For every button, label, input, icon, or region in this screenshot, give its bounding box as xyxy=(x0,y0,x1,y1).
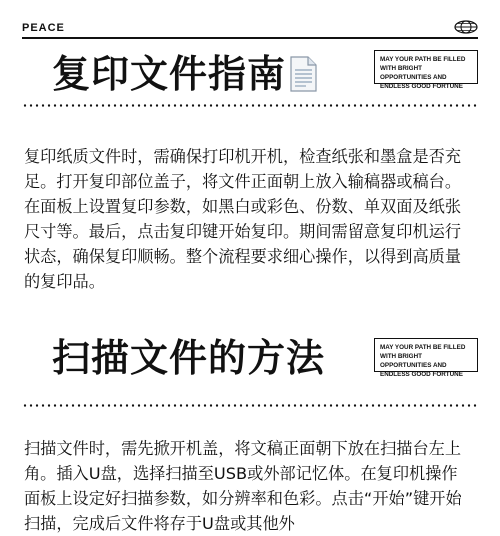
globe-icon xyxy=(454,20,478,34)
motto-box: MAY YOUR PATH BE FILLED WITH BRIGHT OPPORTUNITIES AND ENDLESS GOOD FORTUNE xyxy=(374,50,478,84)
section-header-copy xyxy=(22,50,478,100)
motto-box: MAY YOUR PATH BE FILLED WITH BRIGHT OPPORTUNITIES AND ENDLESS GOOD FORTUNE xyxy=(374,338,478,372)
section-title: 扫描文件的方法 xyxy=(52,336,326,380)
brand-label: PEACE xyxy=(22,22,65,34)
section-title: 复印文件指南 xyxy=(52,52,287,96)
section-body: 扫描文件时，需先掀开机盖，将文稿正面朝下放在扫描台左上角。插入U盘，选择扫描至USB或外部记忆体。在复印机操作面板上设定好扫描参数，如分辨率和色彩。点击“开始”键开始扫描，完成后文件将存于U盘或其他外 xyxy=(24,439,462,533)
top-divider xyxy=(22,37,478,39)
top-bar xyxy=(22,22,478,36)
document-icon xyxy=(288,56,318,92)
dotted-divider xyxy=(22,404,478,407)
dotted-divider xyxy=(22,104,478,107)
section-body: 复印纸质文件时，需确保打印机开机，检查纸张和墨盒是否充足。打开复印部位盖子，将文件正面朝上放入输稿器或稿台。在面板上设置复印参数，如黑白或彩色、份数、单双面及纸张尺寸等。最后，点击复印键开始复印。期间需留意复印机运行状态，确保复印顺畅。整个流程要求细心操作，以得到高质量的复印品。 xyxy=(24,147,462,291)
section-header-scan xyxy=(22,336,478,386)
